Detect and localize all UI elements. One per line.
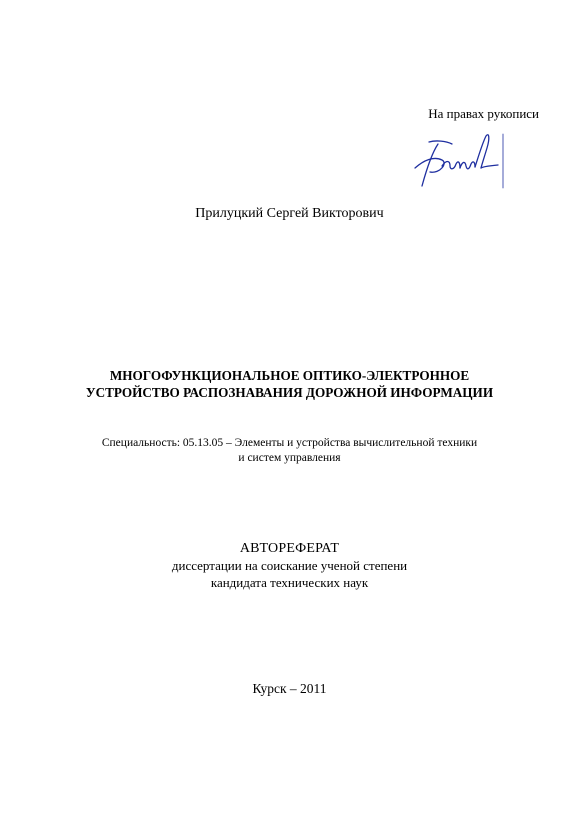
manuscript-note: На правах рукописи bbox=[428, 106, 539, 121]
dissertation-title bbox=[0, 367, 579, 401]
specialty-line-2: и систем управления bbox=[238, 452, 341, 464]
abstract-line-1: диссертации на соискание ученой степени bbox=[171, 558, 408, 573]
place-year: Курск – 2011 bbox=[252, 681, 327, 696]
abstract-block bbox=[0, 540, 579, 591]
specialty-line-1: Специальность: 05.13.05 – Элементы и устройства вычислительной техники bbox=[101, 437, 478, 449]
abstract-heading: АВТОРЕФЕРАТ bbox=[239, 541, 340, 556]
author-name: Прилуцкий Сергей Викторович bbox=[195, 206, 384, 221]
title-line-2: УСТРОЙСТВО РАСПОЗНАВАНИЯ ДОРОЖНОЙ ИНФОРМАЦИИ bbox=[85, 385, 494, 400]
abstract-line-2: кандидата технических наук bbox=[210, 575, 369, 590]
handwritten-signature bbox=[412, 130, 512, 192]
specialty-block bbox=[0, 436, 579, 466]
title-line-1: МНОГОФУНКЦИОНАЛЬНОЕ ОПТИКО-ЭЛЕКТРОННОЕ bbox=[109, 368, 470, 383]
